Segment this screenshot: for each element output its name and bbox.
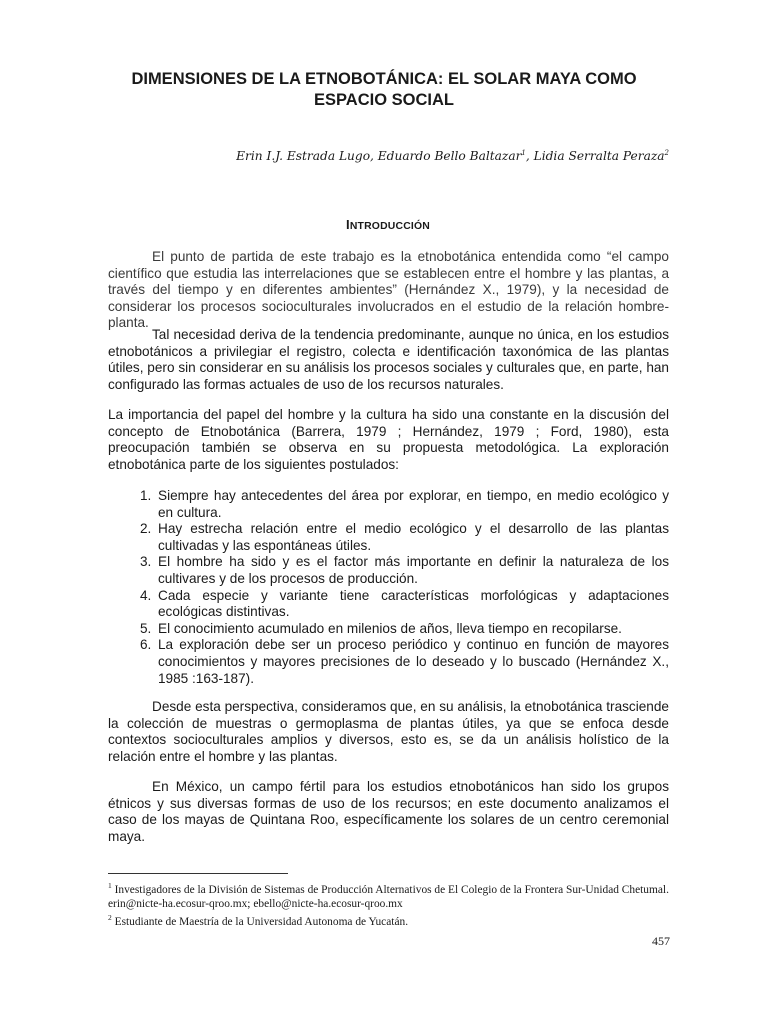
footnote-text: Estudiante de Maestría de la Universidad Autonoma de Yucatán.	[114, 915, 409, 928]
list-item	[108, 488, 669, 521]
list-item-number: 1.	[140, 488, 152, 503]
title-line-2: ESPACIO SOCIAL	[314, 91, 454, 109]
footnote-mark: 2	[108, 912, 112, 922]
list-item-text: Hay estrecha relación entre el medio ecológico y el desarrollo de las plantas cultivadas y las espontáneas útiles.	[158, 521, 669, 553]
section-heading-initial: I	[346, 217, 350, 232]
list-item	[108, 621, 669, 638]
section-heading-introduccion	[108, 216, 668, 236]
paragraph-3: La importancia del papel del hombre y la cultura ha sido una constante en la discusión del concepto de Etnobotánica (Barrera, 1979 ; Hernández, 1979 ; Ford, 1980), esta preocupación también se observa en su propuesta metodológica. La exploración etnobotánica parte de los siguientes postulados:	[108, 407, 669, 472]
list-item-number: 4.	[140, 587, 152, 603]
list-item	[108, 554, 669, 587]
list-item	[108, 521, 669, 554]
list-item	[108, 588, 669, 621]
footnote-2	[108, 911, 698, 929]
document-title	[120, 69, 648, 111]
author-line	[160, 144, 669, 165]
footnote-text: Investigadores de la División de Sistemas de Producción Alternativos de El Colegio de la Frontera Sur-Unidad Chetumal. erin@nicte-ha.ecosur-qroo.mx; ebello@nicte-ha.ecosur-qroo.mx	[108, 883, 669, 910]
list-item-number: 3.	[140, 554, 152, 570]
footnote-1	[108, 879, 698, 911]
page-number: 457	[652, 934, 670, 948]
authors-first: Erin I.J. Estrada Lugo, Eduardo Bello Baltazar	[236, 149, 522, 164]
footnotes	[108, 879, 698, 929]
list-item-number: 2.	[140, 521, 152, 537]
author-footnote-mark-2: 2	[664, 149, 669, 157]
list-item-text: Cada especie y variante tiene características morfológicas y adaptaciones ecológicas distintivas.	[158, 587, 669, 620]
paragraph-5: En México, un campo fértil para los estudios etnobotánicos han sido los grupos étnicos y sus diversas formas de uso de los recursos; en este documento analizamos el caso de los mayas de Quintana Roo, específicamente los solares de un centro ceremonial maya.	[108, 779, 669, 844]
list-item-number: 5.	[140, 620, 152, 636]
title-line-1: DIMENSIONES DE LA ETNOBOTÁNICA: EL SOLAR MAYA COMO	[131, 70, 637, 88]
footnote-divider	[108, 873, 288, 874]
list-item-text: El conocimiento acumulado en milenios de años, lleva tiempo en recopilarse.	[158, 620, 622, 636]
paragraph-2: Tal necesidad deriva de la tendencia predominante, aunque no única, en los estudios etnobotánicos a privilegiar el registro, colecta e identificación taxonómica de las plantas útiles, pero sin considerar en su análisis los procesos sociales y culturales que, en parte, han configurado las formas actuales de uso de los recursos naturales.	[108, 327, 669, 392]
paragraph-4: Desde esta perspectiva, consideramos que, en su análisis, la etnobotánica trasciende la colección de muestras o germoplasma de plantas útiles, ya que se enfoca desde contextos socioculturales amplios y diversos, esto es, se da un análisis holístico de la relación entre el hombre y las plantas.	[108, 699, 669, 764]
section-heading-rest: NTRODUCCIÓN	[349, 221, 430, 232]
paragraph-1: El punto de partida de este trabajo es la etnobotánica entendida como “el campo científico que estudia las interrelaciones que se establecen entre el hombre y las plantas, a través del tiempo y en diferentes ambientes” (Hernández X., 1979), y la necesidad de considerar los procesos socioculturales involucrados en el estudio de la relación hombre-planta.	[108, 249, 669, 331]
list-item-text: El hombre ha sido y es el factor más importante en definir la naturaleza de los cultivares y de los procesos de producción.	[158, 554, 669, 586]
postulates-list	[108, 488, 669, 687]
footnote-mark: 1	[108, 881, 112, 890]
list-item-text: La exploración debe ser un proceso periódico y continuo en función de mayores conocimientos y mayores precisiones de lo deseado y lo buscado (Hernández X., 1985 :163-187).	[158, 637, 669, 686]
author-footnote-mark-1: 1	[521, 149, 526, 157]
list-item	[108, 637, 669, 687]
authors-second: , Lidia Serralta Peraza	[525, 149, 665, 164]
list-item-number: 6.	[140, 637, 152, 653]
list-item-text: Siempre hay antecedentes del área por explorar, en tiempo, en medio ecológico y en cultura.	[158, 488, 669, 520]
